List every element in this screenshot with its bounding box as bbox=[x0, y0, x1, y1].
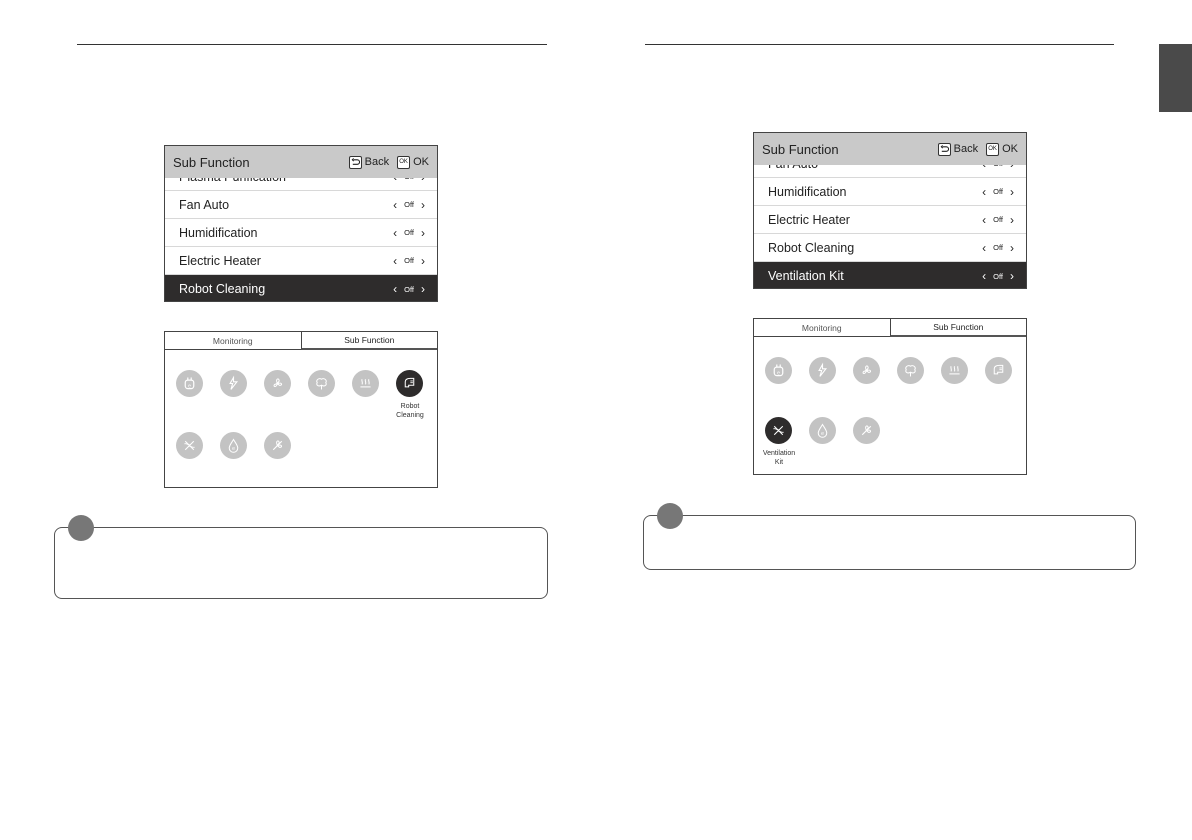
row-label: Humidification bbox=[179, 225, 258, 240]
row-label: Electric Heater bbox=[179, 253, 261, 268]
row-humidification[interactable] bbox=[754, 178, 1026, 206]
chevron-left-icon[interactable]: ‹ bbox=[393, 225, 398, 240]
chevron-right-icon[interactable]: › bbox=[421, 225, 425, 240]
back-icon bbox=[938, 143, 951, 156]
right-icon-panel bbox=[753, 318, 1027, 475]
back-button[interactable] bbox=[938, 143, 978, 156]
screen-title: Sub Function bbox=[173, 154, 250, 170]
plasma-icon[interactable] bbox=[220, 370, 247, 397]
robot-cleaning-icon[interactable] bbox=[396, 370, 423, 397]
ok-label: OK bbox=[413, 156, 429, 168]
row-label: Robot Cleaning bbox=[768, 240, 855, 255]
tab-sub-function[interactable]: Sub Function bbox=[301, 332, 438, 350]
chevron-left-icon[interactable]: ‹ bbox=[982, 269, 987, 283]
right-sub-function-screen bbox=[753, 132, 1027, 289]
right-note-box bbox=[643, 515, 1136, 570]
energy-saving-icon[interactable] bbox=[176, 370, 203, 397]
back-label: Back bbox=[953, 143, 979, 155]
energy-drop-icon[interactable] bbox=[809, 417, 836, 444]
side-tab bbox=[1159, 44, 1192, 112]
chevron-left-icon[interactable]: ‹ bbox=[982, 184, 987, 199]
ok-label: OK bbox=[1002, 143, 1018, 155]
chevron-right-icon[interactable]: › bbox=[421, 253, 425, 268]
tab-sub-function[interactable]: Sub Function bbox=[890, 319, 1027, 337]
row-value: Off bbox=[404, 228, 414, 237]
row-value: Off bbox=[404, 200, 414, 209]
page-rule-left bbox=[77, 44, 547, 45]
chevron-left-icon[interactable]: ‹ bbox=[393, 282, 398, 296]
humidification-icon[interactable] bbox=[308, 370, 335, 397]
chevron-right-icon[interactable]: › bbox=[421, 197, 425, 212]
screen-header bbox=[754, 133, 1026, 165]
screen-header bbox=[165, 146, 437, 178]
electric-heater-icon[interactable] bbox=[352, 370, 379, 397]
row-electric-heater[interactable] bbox=[754, 206, 1026, 234]
selected-icon-label: Ventilation Kit bbox=[762, 450, 796, 466]
screen-title: Sub Function bbox=[762, 141, 839, 157]
back-label: Back bbox=[364, 156, 390, 168]
chevron-right-icon[interactable]: › bbox=[421, 282, 425, 296]
row-label: Humidification bbox=[768, 184, 847, 199]
note-rule bbox=[132, 527, 133, 528]
chevron-right-icon[interactable]: › bbox=[1010, 212, 1014, 227]
back-icon bbox=[349, 156, 362, 169]
selected-icon-label: Robot Cleaning bbox=[396, 403, 424, 419]
note-icon bbox=[68, 515, 94, 541]
fan-off-icon[interactable] bbox=[264, 432, 291, 459]
back-button[interactable] bbox=[349, 156, 389, 169]
svg-text:e: e bbox=[232, 445, 235, 452]
electric-heater-icon[interactable] bbox=[941, 357, 968, 384]
row-value: Off bbox=[993, 243, 1003, 252]
humidification-icon[interactable] bbox=[897, 357, 924, 384]
ok-button[interactable] bbox=[397, 156, 429, 169]
left-icon-panel bbox=[164, 331, 438, 488]
tab-monitoring[interactable]: Monitoring bbox=[754, 319, 890, 337]
left-sub-function-screen bbox=[164, 145, 438, 302]
chevron-left-icon[interactable]: ‹ bbox=[982, 240, 987, 255]
ventilation-kit-icon[interactable] bbox=[765, 417, 792, 444]
page-rule-right bbox=[645, 44, 1114, 45]
energy-drop-icon[interactable] bbox=[220, 432, 247, 459]
svg-text:e: e bbox=[188, 383, 191, 390]
row-robot-cleaning[interactable] bbox=[165, 275, 437, 302]
row-label: Robot Cleaning bbox=[179, 282, 266, 296]
row-robot-cleaning[interactable] bbox=[754, 234, 1026, 262]
chevron-left-icon[interactable]: ‹ bbox=[982, 212, 987, 227]
row-label: Fan Auto bbox=[179, 197, 230, 212]
svg-text:e: e bbox=[777, 370, 780, 377]
row-ventilation-kit[interactable] bbox=[754, 262, 1026, 289]
row-value: Off bbox=[404, 284, 414, 294]
tab-monitoring[interactable]: Monitoring bbox=[165, 332, 301, 350]
energy-saving-icon[interactable] bbox=[765, 357, 792, 384]
ok-icon: OK bbox=[986, 143, 999, 156]
ventilation-kit-icon[interactable] bbox=[176, 432, 203, 459]
row-electric-heater[interactable] bbox=[165, 247, 437, 275]
row-value: Off bbox=[993, 271, 1003, 281]
row-label: Ventilation Kit bbox=[768, 269, 844, 283]
chevron-right-icon[interactable]: › bbox=[1010, 269, 1014, 283]
row-value: Off bbox=[993, 215, 1003, 224]
ok-icon: OK bbox=[397, 156, 410, 169]
note-icon bbox=[657, 503, 683, 529]
chevron-left-icon[interactable]: ‹ bbox=[393, 253, 398, 268]
row-humidification[interactable] bbox=[165, 219, 437, 247]
row-fan-auto[interactable] bbox=[165, 191, 437, 219]
chevron-right-icon[interactable]: › bbox=[1010, 184, 1014, 199]
left-note-box bbox=[54, 527, 548, 599]
fan-auto-icon[interactable] bbox=[853, 357, 880, 384]
fan-auto-icon[interactable] bbox=[264, 370, 291, 397]
chevron-left-icon[interactable]: ‹ bbox=[393, 197, 398, 212]
row-value: Off bbox=[993, 187, 1003, 196]
robot-cleaning-icon[interactable] bbox=[985, 357, 1012, 384]
svg-text:e: e bbox=[821, 430, 824, 437]
fan-off-icon[interactable] bbox=[853, 417, 880, 444]
row-label: Electric Heater bbox=[768, 212, 850, 227]
ok-button[interactable] bbox=[986, 143, 1018, 156]
row-value: Off bbox=[404, 256, 414, 265]
plasma-icon[interactable] bbox=[809, 357, 836, 384]
chevron-right-icon[interactable]: › bbox=[1010, 240, 1014, 255]
